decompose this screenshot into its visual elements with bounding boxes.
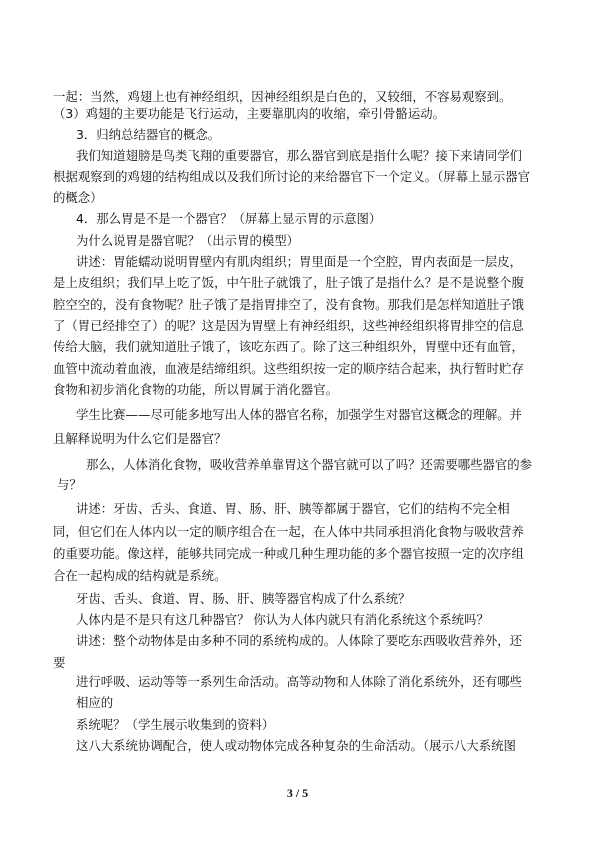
text-line: 学生比赛——尽可能多地写出人体的器官名称，加强学生对器官这概念的理解。并 — [76, 407, 523, 422]
text-line: 腔空空的，没有食物呢？肚子饿了是指胃排空了，没有食物。那我们是怎样知道肚子饿 — [53, 297, 524, 312]
text-line: 一起：当然，鸡翅上也有神经组织，因神经组织是白色的，又较细，不容易观察到。 — [53, 89, 512, 104]
text-line: 与？ — [57, 477, 82, 492]
text-line: 了（胃已经排空了）的呢？这是因为胃壁上有神经组织，这些神经组织将胃排空的信息 — [53, 318, 524, 333]
text-line: 的概念） — [53, 190, 103, 205]
text-line: 同，但它们在人体内以一定的顺序组合在一起，在人体中共同承担消化食物与吸收营养 — [53, 524, 524, 539]
text-line: 讲述：整个动物体是由多种不同的系统构成的。人体除了要吃东西吸收营养外，还 — [76, 633, 523, 648]
text-line: 讲述：牙齿、舌头、食道、胃、肠、肝、胰等都属于器官，它们的结构不完全相 — [76, 501, 510, 516]
text-line: 合在一起构成的结构就是系统。 — [53, 568, 227, 583]
text-line: 血管中流动着血液，血液是结缔组织。这些组织按一定的顺序结合起来，执行暂时贮存 — [53, 361, 524, 376]
text-line: 的重要功能。像这样，能够共同完成一种或几种生理功能的多个器官按照一定的次序组 — [53, 546, 524, 561]
text-line: （3）鸡翅的主要功能是飞行运动，主要靠肌肉的收缩，牵引骨骼运动。 — [53, 106, 445, 121]
text-line: 4．那么胃是不是一个器官？（屏幕上显示胃的示意图） — [76, 211, 382, 226]
text-line: 我们知道翅膀是鸟类飞翔的重要器官，那么器官到底是指什么呢？接下来请同学们 — [76, 148, 523, 163]
text-line: 且解释说明为什么它们是器官？ — [53, 431, 227, 446]
text-line: 3．归纳总结器官的概念。 — [76, 127, 221, 142]
text-line: 进行呼吸、运动等等一系列生命活动。高等动物和人体除了消化系统外，还有哪些 — [76, 674, 523, 689]
page-number: 3 / 5 — [286, 786, 309, 800]
text-line: 食物和初步消化食物的功能，所以胃属于消化器官。 — [53, 382, 338, 397]
text-line: 要 — [53, 655, 66, 670]
text-line: 是上皮组织；我们早上吃了饭，中午肚子就饿了，肚子饿了是指什么？是不是说整个腹 — [53, 275, 524, 290]
text-line: 这八大系统协调配合，使人或动物体完成各种复杂的生命活动。（展示八大系统图 — [76, 738, 516, 753]
text-line: 系统呢？（学生展示收集到的资料） — [76, 717, 275, 732]
text-line: 相应的 — [76, 695, 114, 710]
text-line: 人体内是不是只有这几种器官？ 你认为人体内就只有消化系统这个系统吗？ — [76, 612, 489, 627]
text-line: 根据观察到的鸡翅的结构组成以及我们所讨论的来给器官下一个定义。（屏幕上显示器官 — [53, 169, 531, 184]
text-line: 为什么说胃是器官呢？（出示胃的模型） — [76, 233, 300, 248]
text-line: 传给大脑，我们就知道肚子饿了，该吃东西了。除了这三种组织外，胃壁中还有血管， — [53, 339, 524, 354]
text-line: 牙齿、舌头、食道、胃、肠、肝、胰等器官构成了什么系统？ — [76, 591, 411, 606]
text-line: 那么，人体消化食物，吸收营养单靠胃这个器官就可以了吗？还需要哪些器官的参 — [86, 457, 533, 472]
text-line: 讲述：胃能蠕动说明胃壁内有肌肉组织；胃里面是一个空腔，胃内表面是一层皮， — [76, 254, 523, 269]
